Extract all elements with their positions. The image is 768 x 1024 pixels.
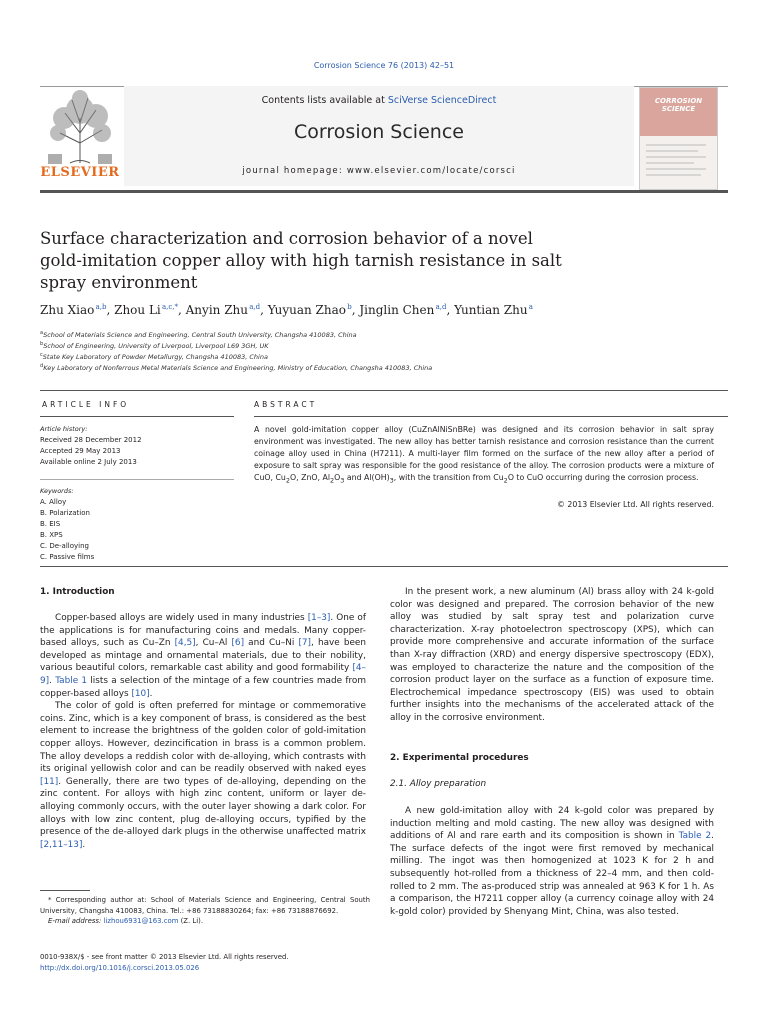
email-link[interactable]: lizhou6931@163.com bbox=[103, 917, 179, 925]
paragraph: A new gold-imitation alloy with 24 k-gold color was prepared by induction melting and mold casting. The new alloy was designed with additions of Al and rare earth and its composition is shown in Table 2. The surface defects of the ingot were first removed by mechanical milling. The ingot was then homogenized at 1023 K for 2 h and subsequently hot-rolled from a thickness of 22–4 mm, and then cold-rolled to 2 mm. The as-produced strip was annealed at 963 K for 1 h. As a comparison, the H7211 copper alloy (a currency coinage alloy with 24 k-gold color) provided by Shenyang Mint, China, was also tested. bbox=[390, 806, 714, 917]
section-rule bbox=[40, 566, 728, 567]
email-line bbox=[40, 916, 370, 927]
history-online: Available online 2 July 2013 bbox=[40, 458, 137, 466]
paragraph: The color of gold is often preferred for mintage or commemorative coins. Zinc, which is a key component of brass, is considered as the best element to increase the brightness of the golden color of gold-imitation copper alloys. However, dezincification in brass is a common problem. The alloy develops a reddish color with de-alloying, which contrasts with its original yellowish color and can be readily observed with naked eyes [11]. Generally, there are two types of de-alloying, depending on the zinc content. For alloys with high zinc content, uniform or layer de-alloying commonly occurs, with the outer layer showing a dark color. For alloys with low zinc content, plug de-alloying occurs, typified by the presence of the de-alloyed dark plugs in the otherwise unaffected matrix [2,11–13]. bbox=[40, 701, 366, 850]
experimental-column bbox=[390, 805, 714, 918]
issn-line: 0010-938X/$ - see front matter © 2013 Elsevier Ltd. All rights reserved. bbox=[40, 953, 289, 961]
author-list: Zhu Xiao $^{a,b}$, Zhou Li $^{a,c,*}$, Anyin Zhu $^{a,d}$, Yuyuan Zhao $^b$, Jinglin Chen $^{a,d}$, Yuntian Zhu $^a$ bbox=[40, 303, 533, 317]
journal-cover-thumbnail[interactable] bbox=[639, 87, 718, 190]
keywords-label: Keywords: bbox=[40, 487, 74, 495]
affiliation bbox=[40, 363, 432, 372]
author-name: Yuntian Zhu bbox=[454, 303, 528, 317]
abstract-text: A novel gold-imitation copper alloy (CuZnAlNiSnBRe) was designed and its corrosion behavior in salt spray environment was investigated. The new alloy has better tarnish resistance and corrosion resistance than the current coinage alloy used in China (H7211). A multi-layer film formed on the surface of the new alloy after a period of exposure to salt spray was responsible for the good resistance of the alloy. The corrosion products were a mixture of CuO, $Cu_2O$, ZnO, $Al_2O_3$ and $Al(OH)_3$, with the transition from $Cu_2O$ to CuO occurring during the corrosion process. bbox=[254, 425, 714, 485]
contents-prefix: Contents lists available at bbox=[261, 95, 388, 106]
history-accepted: Accepted 29 May 2013 bbox=[40, 447, 121, 455]
abstract-heading: ABSTRACT bbox=[254, 400, 318, 409]
citation-link[interactable]: [7] bbox=[298, 638, 312, 649]
paragraph: In the present work, a new aluminum (Al) brass alloy with 24 k-gold color was designed and prepared. The corrosion behavior of the new alloy was studied by salt spray test and polarization curve characterization. X-ray photoelectron spectroscopy (XPS), which can provide more comprehensive and accurate information of the surface than X-ray diffraction (XRD) and energy dispersive spectroscopy (EDX), was employed to characterize the nature and the composition of the corrosion product layer on the surface as a function of exposure time. Electrochemical impedance spectroscopy (EIS) was used to obtain further insights into the mechanisms of the accelerated attack of the alloy in the corrosive environment. bbox=[390, 587, 714, 723]
author-name: Zhu Xiao bbox=[40, 303, 95, 317]
history-received: Received 28 December 2012 bbox=[40, 436, 142, 444]
section-rule bbox=[40, 416, 234, 417]
keyword: B. XPS bbox=[40, 531, 63, 539]
affiliation-key: c bbox=[40, 352, 43, 358]
keyword: B. Polarization bbox=[40, 509, 90, 517]
intro-left-column bbox=[40, 612, 366, 851]
author-name: Zhou Li bbox=[114, 303, 161, 317]
title-line: spray environment bbox=[40, 273, 198, 292]
affiliation-key: a bbox=[40, 330, 44, 336]
paper-title bbox=[40, 228, 580, 294]
sciencedirect-link[interactable]: SciVerse ScienceDirect bbox=[387, 95, 497, 106]
keyword: A. Alloy bbox=[40, 498, 67, 506]
table-link[interactable]: Table 1 bbox=[55, 675, 88, 686]
affiliation-text: School of Materials Science and Engineering, Central South University, Changsha 410083, China bbox=[43, 331, 357, 340]
citation-link[interactable]: [10] bbox=[131, 688, 150, 699]
affiliation bbox=[40, 330, 357, 339]
footnote bbox=[40, 895, 370, 927]
subsection-heading-alloy-preparation: 2.1. Alloy preparation bbox=[390, 779, 487, 789]
corresponding-author-note: * Corresponding author at: School of Materials Science and Engineering, Central South University, Changsha 410083, China. Tel.: +86 73188830264; fax: +86 73188876692. bbox=[40, 896, 370, 915]
affiliation bbox=[40, 352, 268, 361]
citation-link[interactable]: [4,5] bbox=[174, 638, 196, 649]
journal-name: Corrosion Science bbox=[294, 121, 464, 143]
footnote-rule bbox=[40, 890, 90, 891]
affiliation-text: School of Engineering, University of Liverpool, Liverpool L69 3GH, UK bbox=[43, 342, 269, 351]
table-link[interactable]: Table 2 bbox=[678, 831, 712, 842]
section-heading-experimental: 2. Experimental procedures bbox=[390, 753, 529, 763]
title-line: Surface characterization and corrosion behavior of a novel bbox=[40, 229, 533, 248]
author-affiliation-marker[interactable]: a,d bbox=[249, 303, 261, 311]
contents-line bbox=[124, 95, 634, 106]
citation-link[interactable]: [11] bbox=[40, 776, 59, 787]
cover-title: CORROSION SCIENCE bbox=[654, 97, 703, 113]
author-affiliation-marker[interactable]: b bbox=[347, 303, 352, 311]
author-name: Yuyuan Zhao bbox=[267, 303, 346, 317]
author-affiliation-marker[interactable]: a,b bbox=[95, 303, 107, 311]
keyword: C. De-alloying bbox=[40, 542, 89, 550]
intro-right-column bbox=[390, 586, 714, 725]
section-rule bbox=[40, 479, 234, 480]
author-name: Jinglin Chen bbox=[359, 303, 435, 317]
affiliation-text: State Key Laboratory of Powder Metallurgy, Changsha 410083, China bbox=[42, 353, 268, 362]
title-line: gold-imitation copper alloy with high tarnish resistance in salt bbox=[40, 251, 562, 270]
affiliation-text: Key Laboratory of Nonferrous Metal Materials Science and Engineering, Ministry of Education, Changsha 410083, China bbox=[43, 364, 433, 373]
author-affiliation-marker[interactable]: a,c,* bbox=[161, 303, 178, 311]
doi-link[interactable]: http://dx.doi.org/10.1016/j.corsci.2013.05.026 bbox=[40, 964, 200, 972]
affiliation-key: b bbox=[40, 341, 44, 347]
section-heading-introduction: 1. Introduction bbox=[40, 587, 115, 597]
journal-homepage[interactable]: journal homepage: www.elsevier.com/locate/corsci bbox=[242, 166, 516, 176]
author-name: Anyin Zhu bbox=[185, 303, 248, 317]
history-label: Article history: bbox=[40, 425, 88, 433]
keyword: B. EIS bbox=[40, 520, 61, 528]
email-label: E-mail address: bbox=[48, 917, 104, 925]
elsevier-wordmark: ELSEVIER bbox=[40, 165, 120, 180]
keyword: C. Passive films bbox=[40, 553, 95, 561]
article-info-heading: ARTICLE INFO bbox=[42, 400, 130, 409]
citation-link[interactable]: [6] bbox=[231, 638, 245, 649]
section-rule bbox=[40, 390, 728, 391]
citation-link[interactable]: [4–9] bbox=[40, 663, 366, 686]
section-rule bbox=[254, 416, 728, 417]
journal-citation[interactable]: Corrosion Science 76 (2013) 42–51 bbox=[313, 61, 455, 70]
email-suffix: (Z. Li). bbox=[178, 917, 204, 925]
paragraph: Copper-based alloys are widely used in many industries [1–3]. One of the applications is for manufacturing coins and medals. Many copper-based alloys, such as Cu–Zn [4,5], Cu–Al [6] and Cu–Ni [7], have been developed as mintage and ornamental materials, due to their nobility, various beautiful colors, remarkable cast ability and good formability [4–9]. Table 1 lists a selection of the mintage of a few countries made from copper-based alloys [10]. bbox=[40, 613, 367, 699]
author-affiliation-marker[interactable]: a,d bbox=[435, 303, 447, 311]
citation-link[interactable]: [1–3] bbox=[307, 613, 331, 623]
affiliation bbox=[40, 341, 269, 350]
cover-contents-lines bbox=[646, 142, 711, 184]
affiliation-key: d bbox=[40, 363, 44, 369]
author-affiliation-marker[interactable]: a bbox=[528, 303, 533, 311]
abstract-copyright: © 2013 Elsevier Ltd. All rights reserved. bbox=[557, 500, 714, 509]
citation-link[interactable]: [2,11–13] bbox=[40, 839, 83, 850]
page-footer bbox=[40, 952, 289, 974]
header-rule-thick bbox=[40, 190, 728, 193]
